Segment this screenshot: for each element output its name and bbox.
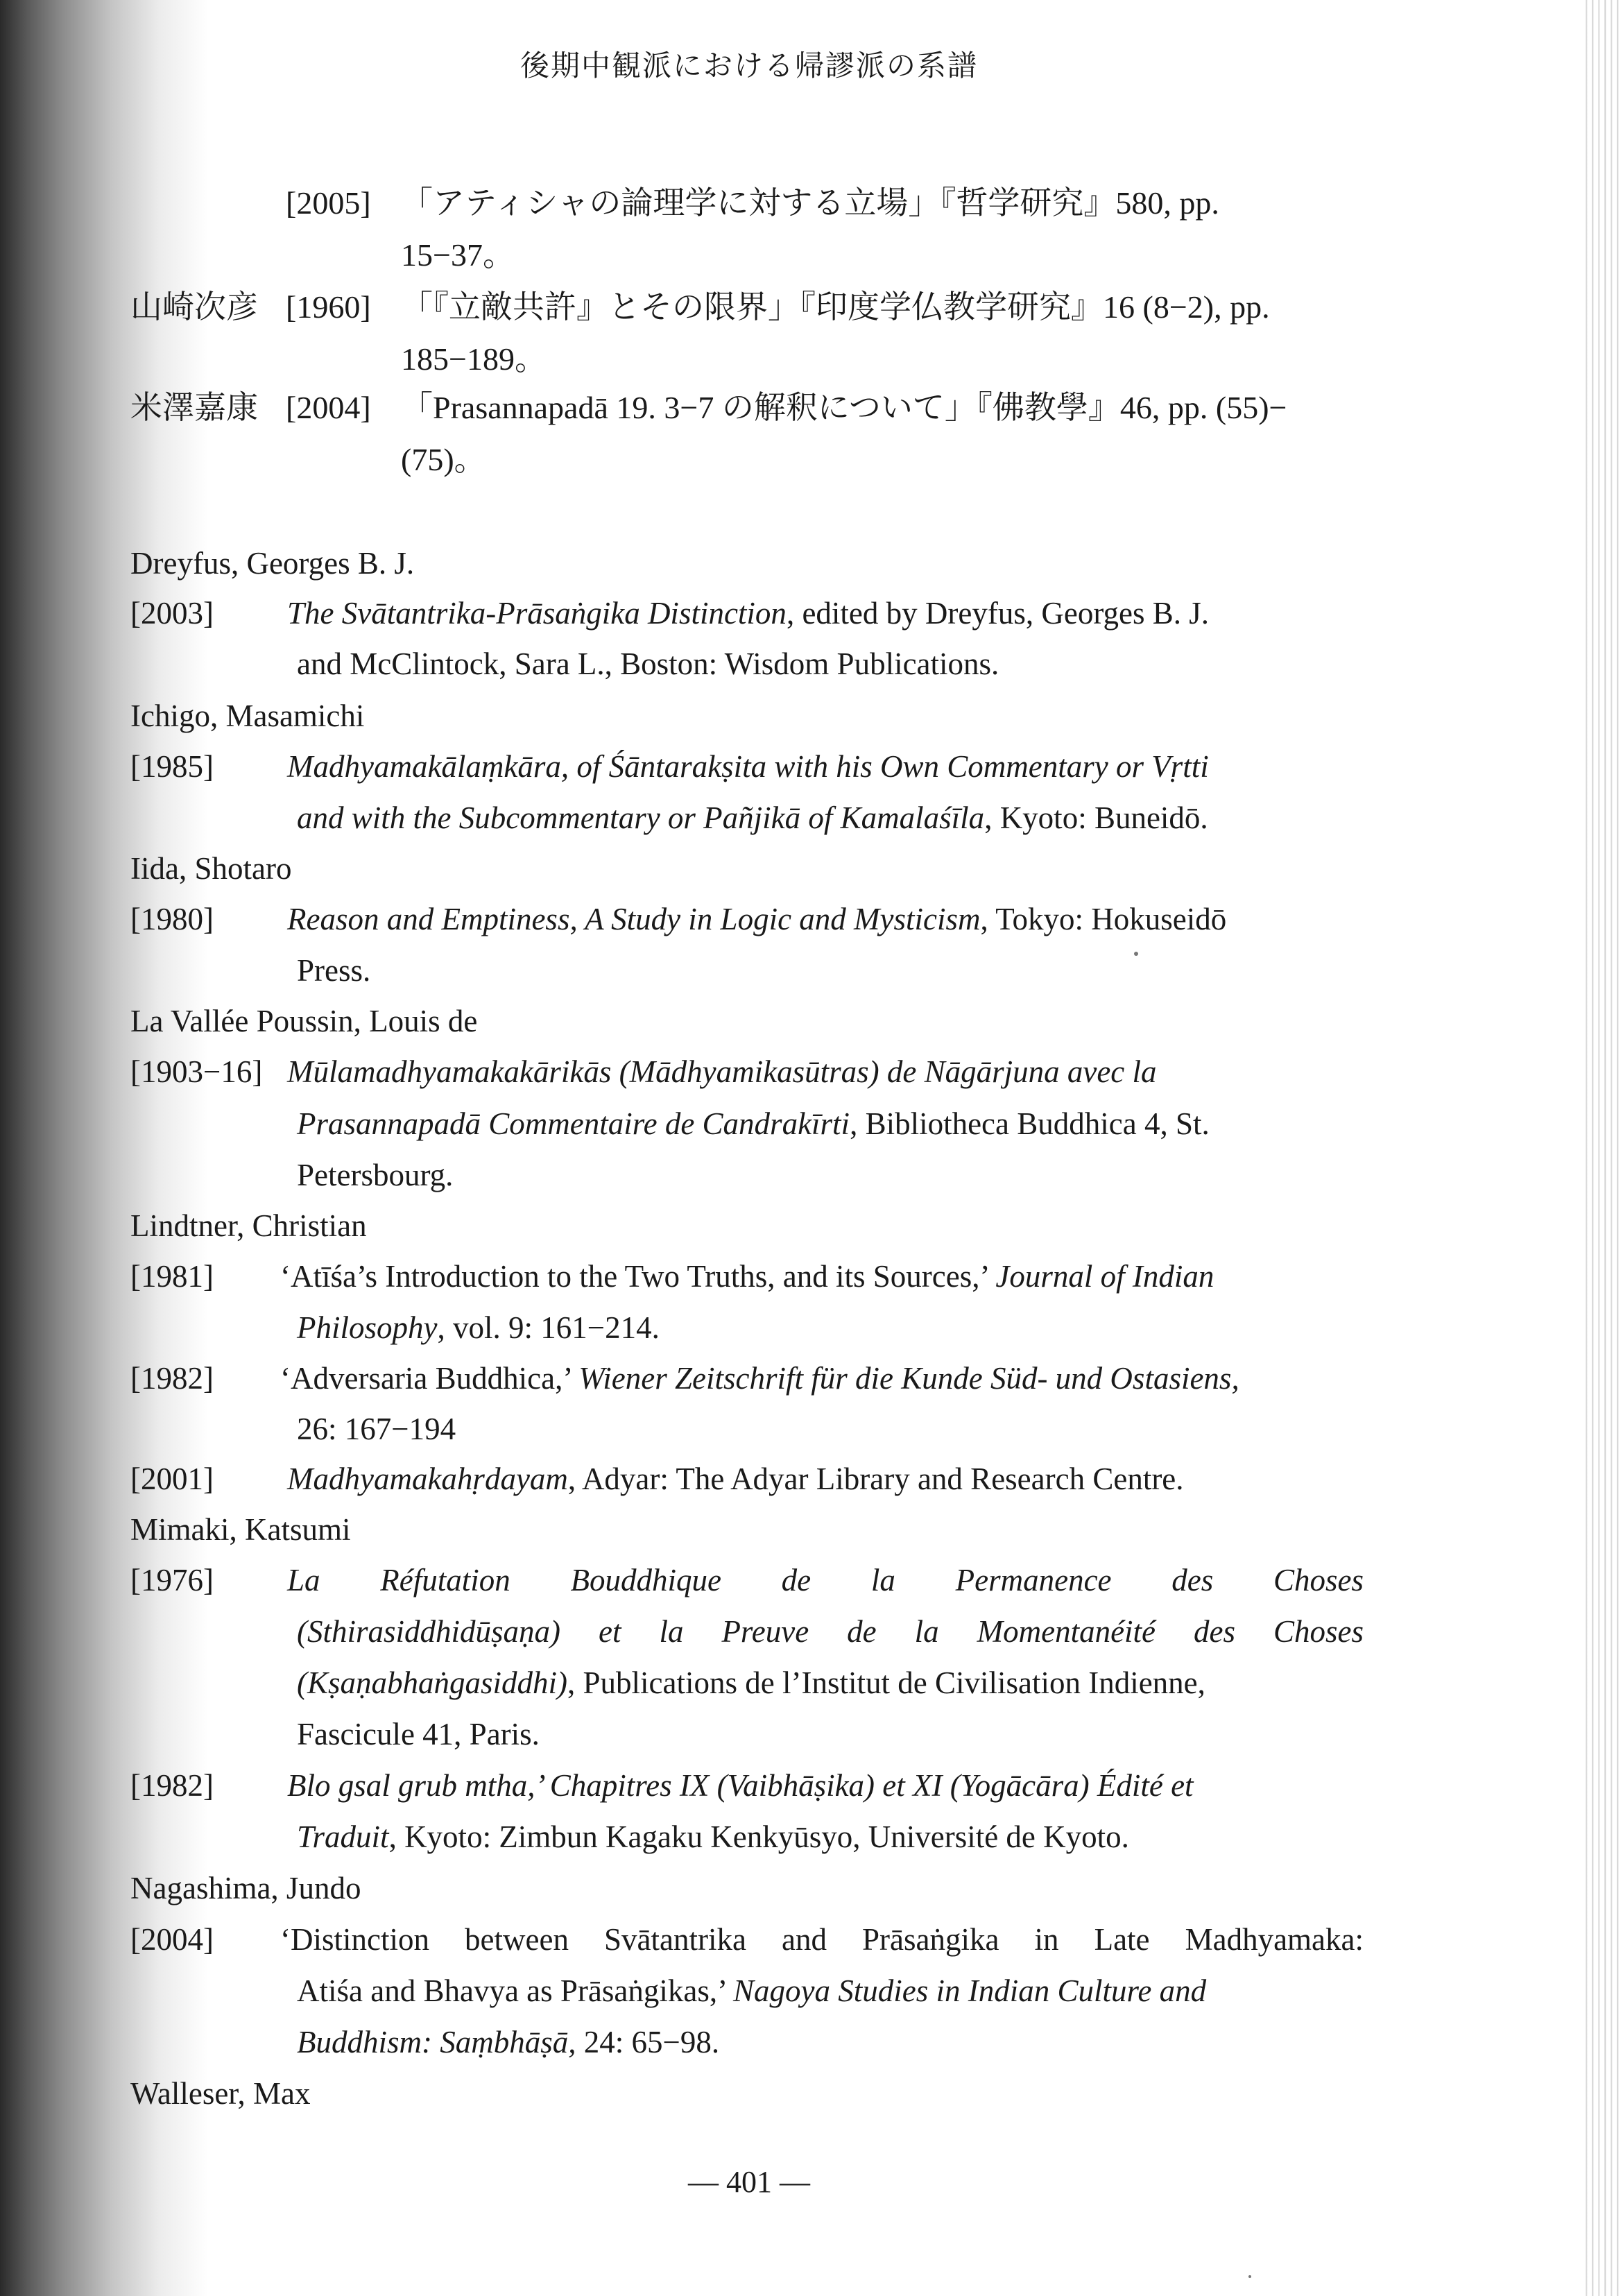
entry-author: 米澤嘉康 (130, 390, 258, 425)
page-number: — 401 — (688, 2165, 810, 2199)
entry-text: 15−37。 (401, 237, 515, 273)
entry-text (297, 1665, 1205, 1700)
entry-title: Blo gsal grub mtha,’ Chapitres IX (Vaibhāṣika) et XI (Yogācāra) Édité et (287, 1768, 1194, 1803)
entry-detail: ‘Adversaria Buddhica,’ (280, 1361, 579, 1396)
scan-edge-right (1581, 0, 1623, 2296)
entry-title: La Réfutation Bouddhique de la Permanence des Choses (287, 1563, 1364, 1597)
entry-year: [1980] (130, 902, 214, 936)
author-heading: Nagashima, Jundo (130, 1871, 361, 1905)
entry-year: [1982] (130, 1361, 214, 1396)
author-heading: Iida, Shotaro (130, 851, 292, 886)
entry-year: [1960] (286, 289, 371, 325)
author-heading: Walleser, Max (130, 2076, 311, 2111)
entry-detail: 24: 65−98. (576, 2025, 720, 2059)
entry-title: Wiener Zeitschrift für die Kunde Süd- und Ostasiens, (578, 1361, 1239, 1396)
entry-text: Fascicule 41, Paris. (297, 1717, 540, 1751)
entry-year: [1982] (130, 1768, 214, 1803)
entry-detail: ‘Atīśa’s Introduction to the Two Truths, and its Sources,’ (280, 1259, 996, 1294)
entry-text (297, 1973, 1207, 2008)
entry-detail: , Kyoto: Zimbun Kagaku Kenkyūsyo, Université de Kyoto. (388, 1819, 1129, 1854)
entry-title: Philosophy (297, 1310, 438, 1345)
entry-title: Mūlamadhyamakakārikās (Mādhyamikasūtras) de Nāgārjuna avec la (287, 1054, 1157, 1089)
entry-detail: , Publications de l’Institut de Civilisation Indienne, (567, 1665, 1205, 1700)
entry-text: and McClintock, Sara L., Boston: Wisdom Publications. (297, 646, 999, 681)
entry-year: [2004] (130, 1922, 214, 1957)
entry-title: Journal of Indian (995, 1259, 1214, 1294)
author-heading: Mimaki, Katsumi (130, 1512, 351, 1547)
author-heading: Dreyfus, Georges B. J. (130, 546, 415, 581)
entry-detail: , Adyar: The Adyar Library and Research Centre. (567, 1462, 1184, 1496)
entry-author: 山崎次彦 (130, 289, 258, 325)
scan-speck (1134, 952, 1138, 956)
scan-speck (1248, 2275, 1251, 2278)
entry-text (287, 598, 1209, 629)
entry-title: The Svātantrika-Prāsaṅgika Distinction (287, 596, 787, 631)
entry-text: ‘Distinction between Svātantrika and Prāsaṅgika in Late Madhyamaka: (280, 1922, 1364, 1957)
entry-text: Press. (297, 953, 371, 988)
entry-text (287, 1464, 1184, 1495)
entry-text: 26: 167−194 (297, 1412, 456, 1446)
entry-year: [1985] (130, 749, 214, 784)
entry-detail: , vol. 9: 161−214. (437, 1310, 660, 1345)
entry-text (287, 904, 1226, 935)
entry-text (297, 1108, 1210, 1140)
entry-title: (Kṣaṇabhaṅgasiddhi) (297, 1665, 568, 1700)
author-heading: Ichigo, Masamichi (130, 699, 365, 733)
entry-title: and with the Subcommentary or Pañjikā of Kamalaśīla (297, 800, 985, 835)
entry-title: Madhyamakālaṃkāra, of Śāntarakṣita with his Own Commentary or Vṛtti (287, 749, 1209, 784)
entry-year: [2001] (130, 1462, 214, 1496)
entry-year: [2005] (286, 185, 371, 221)
entry-title: (Sthirasiddhidūṣaṇa) et la Preuve de la Momentanéité des Choses (297, 1614, 1364, 1649)
entry-detail: , Tokyo: Hokuseidō (980, 902, 1227, 936)
entry-text: 「Prasannapadā 19. 3−7 の解釈について」『佛教學』46, pp. (55)− (401, 390, 1287, 425)
entry-text (280, 1261, 1214, 1292)
entry-text (297, 800, 1208, 835)
entry-detail: , Bibliotheca Buddhica 4, St. (850, 1106, 1210, 1141)
entry-text: 「アティシャの論理学に対する立場」『哲学研究』580, pp. (401, 185, 1219, 221)
entry-year: [2003] (130, 596, 214, 631)
entry-title: Reason and Emptiness, A Study in Logic and Mysticism (287, 902, 981, 936)
entry-year: [1981] (130, 1259, 214, 1294)
entry-text: Petersbourg. (297, 1158, 454, 1192)
entry-text: (75)。 (401, 442, 486, 477)
entry-title: Buddhism: Saṃbhāṣā, (297, 2025, 576, 2059)
entry-title: Prasannapadā Commentaire de Candrakīrti (297, 1106, 850, 1141)
author-heading: Lindtner, Christian (130, 1208, 367, 1243)
entry-text: 185−189。 (401, 341, 547, 377)
entry-text: 「『立敵共許』とその限界」『印度学仏教学研究』16 (8−2), pp. (401, 289, 1270, 325)
entry-title: Traduit (297, 1819, 389, 1854)
running-head: 後期中観派における帰謬派の系譜 (519, 51, 978, 83)
entry-text (280, 1363, 1239, 1394)
entry-detail: , edited by Dreyfus, Georges B. J. (786, 596, 1209, 631)
entry-detail: Atiśa and Bhavya as Prāsaṅgikas,’ (297, 1973, 734, 2008)
author-heading: La Vallée Poussin, Louis de (130, 1004, 478, 1038)
entry-year: [2004] (286, 390, 371, 425)
entry-title: Madhyamakahṛdayam (287, 1462, 568, 1496)
entry-detail: , Kyoto: Buneidō. (984, 800, 1208, 835)
entry-text (297, 1312, 660, 1344)
entry-text (297, 1819, 1129, 1854)
entry-year: [1903−16] (130, 1054, 263, 1089)
entry-title: Nagoya Studies in Indian Culture and (733, 1973, 1207, 2008)
entry-text (297, 2027, 719, 2058)
entry-year: [1976] (130, 1563, 214, 1597)
